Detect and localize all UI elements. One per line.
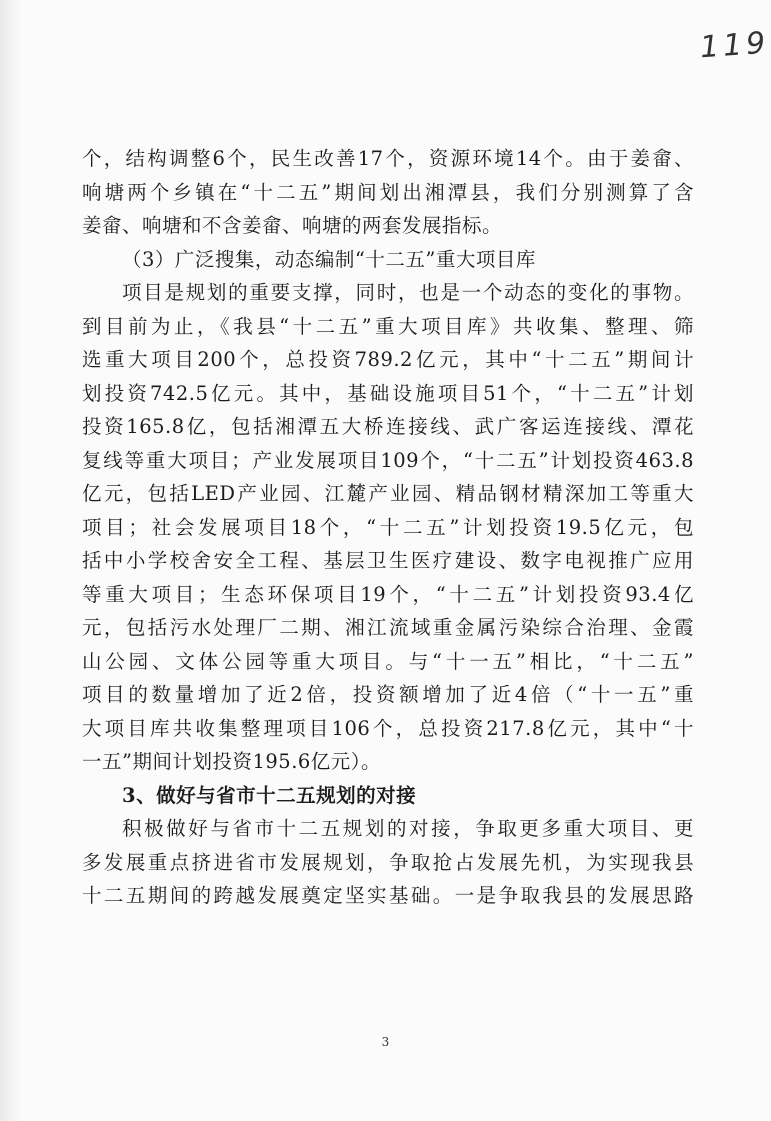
text-line: 到目前为止，《我县“十二五”重大项目库》共收集、整理、筛 bbox=[82, 314, 694, 338]
text-line: 选重大项目200个，总投资789.2亿元，其中“十二五”期间计 bbox=[82, 348, 694, 371]
text-line: 项目是规划的重要支撑，同时，也是一个动态的变化的事物。 bbox=[122, 281, 694, 304]
text-line: 十二五期间的跨越发展奠定坚实基础。一是争取我县的发展思路 bbox=[82, 884, 694, 907]
text-line: 大项目库共收集整理项目106个，总投资217.8亿元，其中“十 bbox=[82, 716, 694, 740]
text-line: 响塘两个乡镇在“十二五”期间划出湘潭县，我们分别测算了含 bbox=[82, 180, 694, 204]
text-line: 复线等重大项目；产业发展项目109个，“十二五”计划投资463.8 bbox=[82, 448, 694, 472]
text-line: 元，包括污水处理厂二期、湘江流域重金属污染综合治理、金霞 bbox=[82, 616, 694, 639]
text-line: 一五”期间计划投资195.6亿元）。 bbox=[82, 750, 382, 773]
section-heading: 3、做好与省市十二五规划的对接 bbox=[122, 783, 417, 807]
text-line: 项目；社会发展项目18个，“十二五”计划投资19.5亿元，包 bbox=[82, 515, 694, 539]
text-line: 姜畲、响塘和不含姜畲、响塘的两套发展指标。 bbox=[82, 214, 503, 237]
text-line: 多发展重点挤进省市发展规划，争取抢占发展先机，为实现我县 bbox=[82, 850, 694, 874]
text-line: 项目的数量增加了近2倍，投资额增加了近4倍（“十一五”重 bbox=[82, 683, 694, 706]
text-line: 亿元，包括LED产业园、江麓产业园、精品钢材精深加工等重大 bbox=[82, 482, 694, 505]
handwritten-page-number: 119 bbox=[698, 25, 771, 66]
text-line: 等重大项目；生态环保项目19个，“十二五”计划投资93.4亿 bbox=[82, 582, 694, 606]
page-number: 3 bbox=[381, 1035, 390, 1049]
text-line: 投资165.8亿，包括湘潭五大桥连接线、武广客运连接线、潭花 bbox=[82, 415, 694, 438]
text-line: 积极做好与省市十二五规划的对接，争取更多重大项目、更 bbox=[122, 817, 694, 840]
section-subheading: （3）广泛搜集，动态编制“十二五”重大项目库 bbox=[122, 247, 536, 271]
text-line: 括中小学校舍安全工程、基层卫生医疗建设、数字电视推广应用 bbox=[82, 549, 694, 572]
text-line: 个，结构调整6个，民生改善17个，资源环境14个。由于姜畲、 bbox=[82, 147, 694, 170]
text-line: 划投资742.5亿元。其中，基础设施项目51个，“十二五”计划 bbox=[82, 381, 694, 405]
body-text bbox=[82, 142, 694, 913]
text-line: 山公园、文体公园等重大项目。与“十一五”相比，“十二五” bbox=[82, 649, 694, 673]
scan-shadow bbox=[0, 0, 22, 1121]
